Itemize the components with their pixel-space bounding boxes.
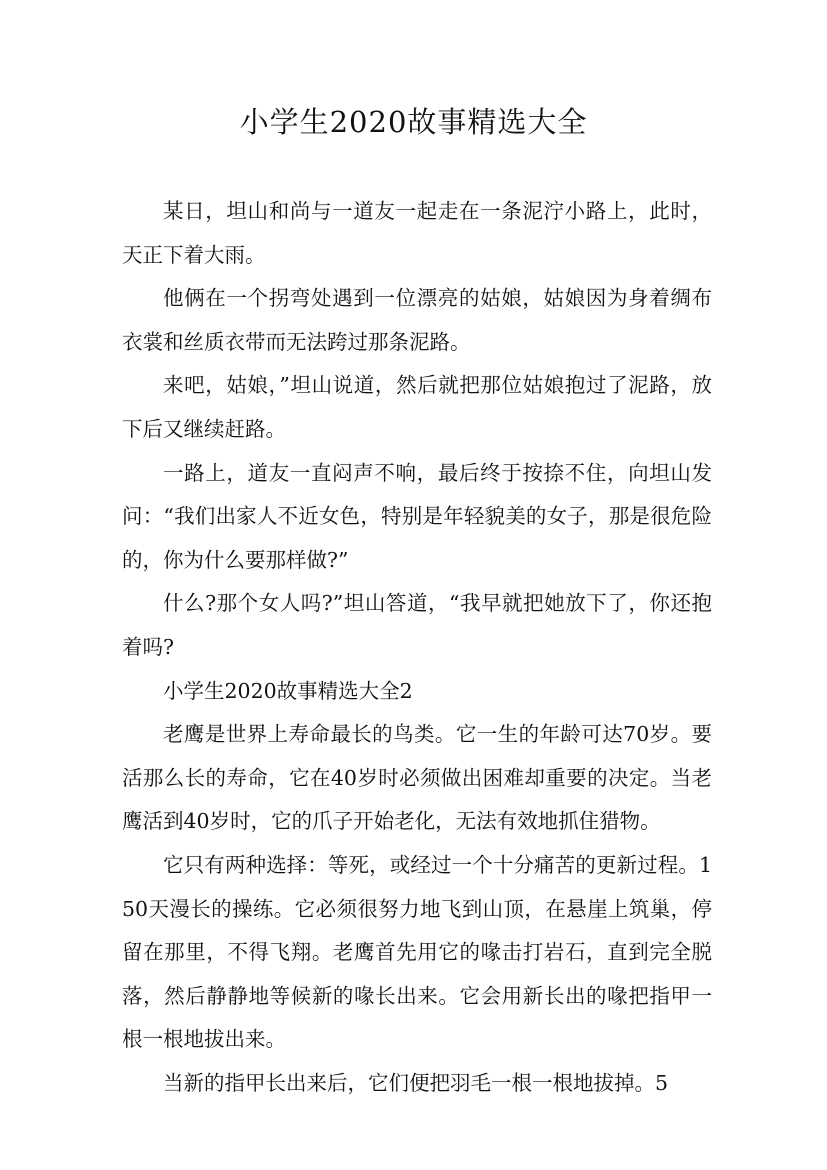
document-title: 小学生2020故事精选大全 <box>239 105 588 139</box>
paragraph-6: 老鹰是世界上寿命最长的鸟类。它一生的年龄可达70岁。要活那么长的寿命，它在40岁时必须做出困难却重要的决定。当老鹰活到40岁时，它的爪子开始老化，无法有效地抓住猎物。 <box>122 722 712 834</box>
paragraph-2: 他俩在一个拐弯处遇到一位漂亮的姑娘，姑娘因为身着绸布衣裳和丝质衣带而无法跨过那条泥路。 <box>122 286 712 354</box>
document-body <box>122 190 712 1105</box>
paragraph-7: 它只有两种选择：等死，或经过一个十分痛苦的更新过程。150天漫长的操练。它必须很努力地飞到山顶，在悬崖上筑巢，停留在那里，不得飞翔。老鹰首先用它的喙击打岩石，直到完全脱落，然后静静地等候新的喙长出来。它会用新长出的喙把指甲一根一根地拔出来。 <box>122 852 712 1052</box>
section-heading: 小学生2020故事精选大全2 <box>163 678 413 703</box>
paragraph-4: 一路上，道友一直闷声不响，最后终于按捺不住，向坦山发问：“我们出家人不近女色，特别是年轻貌美的女子，那是很危险的，你为什么要那样做?” <box>122 460 712 572</box>
paragraph-5: 什么?那个女人吗?”坦山答道，“我早就把她放下了，你还抱着吗? <box>122 591 712 659</box>
paragraph-3: 来吧，姑娘，”坦山说道，然后就把那位姑娘抱过了泥路，放下后又继续赶路。 <box>122 373 712 441</box>
paragraph-1: 某日，坦山和尚与一道友一起走在一条泥泞小路上，此时，天正下着大雨。 <box>122 199 712 267</box>
paragraph-8: 当新的指甲长出来后，它们便把羽毛一根一根地拔掉。5 <box>163 1070 669 1095</box>
